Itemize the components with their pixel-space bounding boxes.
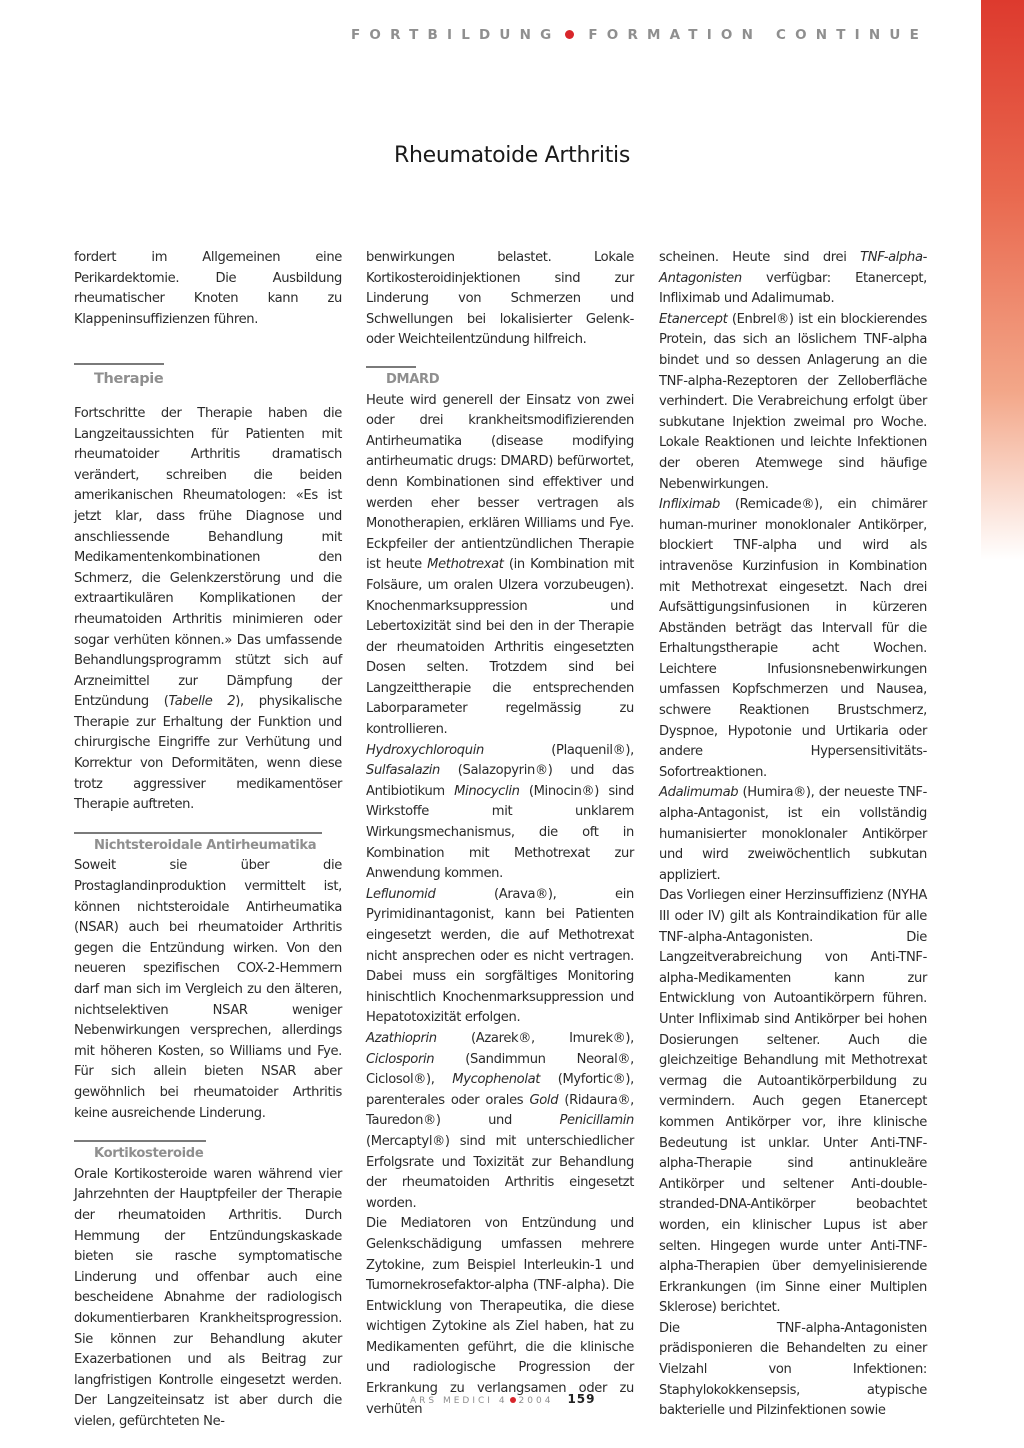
text-run: scheinen. Heute sind drei: [659, 250, 861, 265]
paragraph: [659, 248, 927, 310]
text-run: ), physikalische Therapie zur Erhaltung der Funktion und chirurgische Eingriffe zur Verhütung und Korrektur von Deformitäten, wenn diese trotz aggressiver medikamentöser Therapie auftreten.: [74, 694, 342, 813]
drug-name: Penicillamin: [559, 1113, 634, 1129]
paragraph: [366, 391, 634, 741]
paragraph: fordert im Allgemeinen eine Perikardektomie. Die Ausbildung rheumatischer Knoten kann zu Klappeninsuffizienzen führen.: [74, 250, 342, 327]
journal-name: ARS MEDICI 4: [410, 1396, 508, 1406]
decorative-gradient-bar: [981, 0, 1024, 560]
running-head: [351, 27, 928, 43]
paragraph: Das Vorliegen einer Herzinsuffizienz (NYHA III oder IV) gilt als Kontraindikation für alle TNF-alpha-Antagonisten. Die Langzeitverabreichung von Anti-TNF-alpha-Medikamenten kann zur Entwicklung von Autoantikörpern führen. Unter Infliximab sind Antikörper bei hohen Dosierungen seltener. Auch die gleichzeitige Behandlung mit Methotrexat vermag die Autoantikörperbildung zu vermindern. Auch gegen Etanercept kommen Antikörper vor, ihre klinische Bedeutung ist unklar. Unter Anti-TNF-alpha-Therapie sind antinukleäre Antikörper und seltener Anti-double-stranded-DNA-Antikörper beobachtet worden, ein klinischer Lupus ist aber selten. Hingegen wurde unter Anti-TNF-alpha-Therapien über demyelinisierende Erkrankungen (im Sinne einer Multiplen Sklerose) berichtet.: [659, 888, 927, 1316]
column-2: [366, 248, 634, 1420]
drug-name: Infliximab: [659, 497, 721, 513]
paragraph: [366, 885, 634, 1029]
paragraph: [366, 1029, 634, 1214]
text-run: Heute wird generell der Einsatz von zwei oder drei krankheitsmodifizierenden Antirheumatika (disease modifying antirheumatic drugs: DMARD) befürwortet, denn Kombinationen sind effektiver und werden eher besser vertragen als Monotherapien, erklären Williams und Fye. Eckpfeiler der antientzündlichen Therapie ist heute: [366, 392, 634, 573]
text-run: (Ridaura®, Tauredon®) und: [366, 1092, 634, 1129]
text-run: (Myfortic®), parenterales oder orales: [366, 1072, 634, 1108]
drug-name: Minocyclin: [454, 783, 520, 799]
text-run: verfügbar: Etanercept, Infliximab und Adalimumab.: [659, 270, 927, 307]
drug-name: Mycophenolat: [452, 1072, 541, 1088]
column-1: [74, 248, 342, 1432]
section-heading-dmard: DMARD: [386, 371, 440, 387]
article-title: Rheumatoide Arthritis: [393, 143, 631, 168]
paragraph: [366, 741, 634, 885]
text-run: (Minocin®) sind Wirkstoffe mit unklarem Wirkungsmechanismus, die oft in Kombination mit Methotrexat zur Anwendung kommen.: [366, 783, 634, 882]
paragraph: [659, 495, 927, 783]
drug-name: Leflunomid: [366, 886, 436, 902]
section-heading-therapie: Therapie: [94, 371, 164, 388]
text-run: (in Kombination mit Folsäure, um oralen Ulzera vorzubeugen). Knochenmarksuppression und Lebertoxizität sind bei den in der Therapie der rheumatoiden Arthritis eingesetzten Dosen selten. Trotzdem sind bei Langzeittherapie die entsprechenden Laborparameter regelmässig zu kontrollieren.: [366, 557, 634, 738]
text-run: (Mercaptyl®) sind mit unterschiedlicher Erfolgsrate und Toxizität zur Behandlung der rheumatoiden Arthritis eingesetzt worden.: [366, 1133, 634, 1211]
running-head-left: FORTBILDUNG: [351, 27, 561, 43]
drug-name: Ciclosporin: [366, 1051, 435, 1067]
text-run: (Enbrel®) ist ein blockierendes Protein, das sich an löslichem TNF-alpha bindet und so dessen Anlagerung an die TNF-alpha-Rezeptoren der Zelloberfläche verhindert. Die Verabreichung erfolgt über subkutane Injektion zweimal pro Woche. Lokale Reaktionen und leichte Infektionen der oberen Atemwege sind häufige Nebenwirkungen.: [659, 311, 927, 492]
paragraph: Orale Kortikosteroide waren während vier Jahrzehnten der Hauptpfeiler der Therapie der rheumatoiden Arthritis. Durch Hemmung der Entzündungskaskade bieten sie rasche symptomatische Linderung und offenbar auch eine bescheidene Abnahme der radiologisch dokumentierbaren Krankheitsprogression. Sie können zur Behandlung akuter Exazerbationen und als Beitrag zur langfristigen Kontrolle eingesetzt werden. Der Langzeiteinsatz ist aber durch die vielen, gefürchteten Ne-: [74, 1166, 342, 1429]
paragraph: Die TNF-alpha-Antagonisten prädisponieren die Behandelten zu einer Vielzahl von Infektionen: Staphylokokkensepsis, atypische bakterielle und Pilzinfektionen sowie: [659, 1320, 927, 1419]
drug-class: TNF-alpha-Antagonisten: [659, 250, 927, 286]
paragraph: [659, 783, 927, 886]
section-rule: [74, 363, 164, 365]
red-dot-icon: [510, 1397, 516, 1403]
table-reference: Tabelle 2: [168, 694, 236, 710]
text-run: (Sandimmun Neoral®, Ciclosol®),: [366, 1051, 634, 1088]
section-rule: [366, 366, 416, 368]
paragraph: [74, 404, 342, 816]
text-run: (Humira®), der neueste TNF-alpha-Antagonist, ist ein vollständig humanisierter monoklonaler Antikörper und wird zweiwöchentlich subkutan appliziert.: [659, 785, 927, 883]
paragraph: benwirkungen belastet. Lokale Kortikosteroidinjektionen sind zur Linderung von Schmerzen und Schwellungen bei lokalisierter Gelenk- oder Weichteilentzündung hilfreich.: [366, 250, 634, 348]
paragraph: Die Mediatoren von Entzündung und Gelenkschädigung umfassen mehrere Zytokine, zum Beispiel Interleukin-1 und Tumornekrosefaktor-alpha (TNF-alpha). Die Entwicklung von Therapeutika, die diese wichtigen Zytokine als Ziel haben, hat zu Medikamenten geführt, die die klinische und radiologische Progression der Erkrankung zu verlangsamen oder zu verhüten: [366, 1216, 634, 1417]
section-rule: [74, 832, 322, 834]
drug-name: Adalimumab: [659, 785, 739, 801]
running-head-right: FORMATION CONTINUE: [588, 27, 928, 43]
drug-name: Hydroxychloroquin: [366, 742, 484, 758]
drug-name: Gold: [529, 1092, 559, 1108]
text-run: (Arava®), ein Pyrimidinantagonist, kann bei Patienten eingesetzt werden, die auf Methotrexat nicht ansprechen oder es nicht vertragen. Dabei muss ein sorgfältiges Monitoring hinischtlich Knochenmarksuppression und Hepatotoxizität erfolgen.: [366, 886, 634, 1026]
paragraph: [659, 310, 927, 495]
journal-year: 2004: [518, 1396, 554, 1406]
drug-name: Methotrexat: [427, 557, 504, 573]
paragraph: Soweit sie über die Prostaglandinproduktion vermittelt ist, können nichtsteroidale Antirheumatika (NSAR) auch bei rheumatoider Arthritis gegen die Entzündung wirken. Von den neueren spezifischen COX-2-Hemmern darf man sich im Vergleich zu den älteren, nichtselektiven NSAR weniger Nebenwirkungen versprechen, allerdings mit höheren Kosten, so Williams und Fye. Für sich allein bieten NSAR aber gewöhnlich bei rheumatoider Arthritis keine ausreichende Linderung.: [74, 858, 342, 1121]
section-rule: [74, 1140, 206, 1142]
drug-name: Etanercept: [659, 311, 728, 327]
text-run: Fortschritte der Therapie haben die Langzeitaussichten für Patienten mit rheumatoider Arthritis dramatisch verändert, schreiben die beiden amerikanischen Rheumatologen: «Es ist jetzt klar, dass frühe Diagnose und anschliessende Behandlung mit Medikamentenkombinationen den Schmerz, die Gelenkzerstörung und die extraartikulären Komplikationen der rheumatoiden Arthritis minimieren oder sogar verhüten können.» Das umfassende Behandlungsprogramm stützt sich auf Arzneimittel zur Dämpfung der Entzündung (: [74, 405, 342, 710]
drug-name: Azathioprin: [366, 1030, 437, 1046]
section-heading-kortikosteroide: Kortikosteroide: [94, 1146, 204, 1162]
section-heading-nsar: Nichtsteroidale Antirheumatika: [94, 837, 317, 853]
red-dot-icon: [565, 30, 574, 39]
text-run: (Remicade®), ein chimärer human-muriner monoklonaler Antikörper, blockiert TNF-alpha und wird als intravenöse Kurzinfusion in Kombination mit Methotrexat eingesetzt. Nach drei Aufsättigungsinfusionen in kürzeren Abständen beträgt das Intervall für die Erhaltungstherapie acht Wochen. Leichtere Infusionsnebenwirkungen umfassen Kopfschmerzen und Nausea, schwere Reaktionen Brustschmerz, Dyspnoe, Hypotonie und Urtikaria oder andere Hypersensitivitäts-Sofortreaktionen.: [659, 497, 927, 780]
text-run: (Salazopyrin®) und das Antibiotikum: [366, 763, 634, 799]
text-run: (Plaquenil®),: [483, 742, 634, 758]
column-3: [659, 248, 927, 1422]
page-number: 159: [567, 1392, 596, 1406]
page-footer: [410, 1392, 596, 1406]
text-run: (Azarek®, Imurek®),: [436, 1030, 634, 1046]
drug-name: Sulfasalazin: [366, 763, 440, 779]
